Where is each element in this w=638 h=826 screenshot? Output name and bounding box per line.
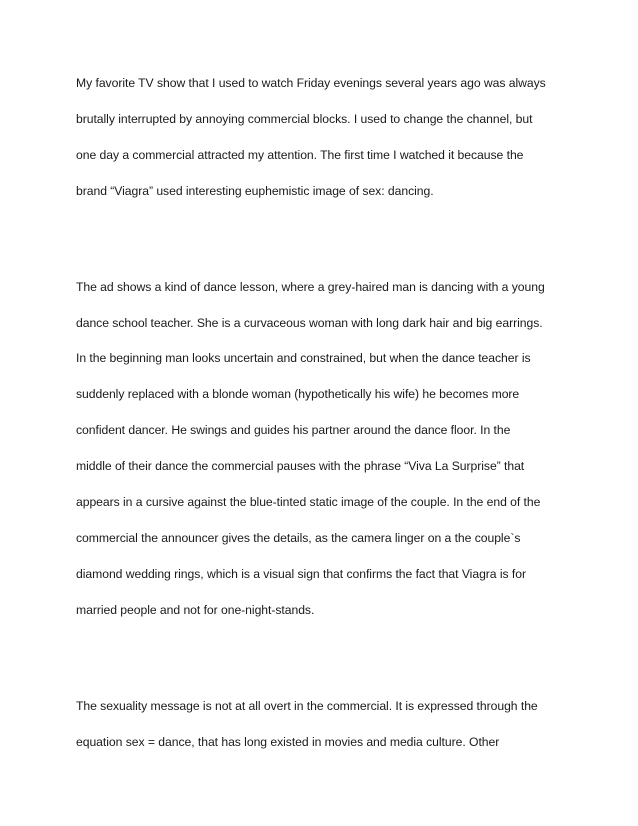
paragraph-2-line-3: In the beginning man looks uncertain and constrained, but when the dance teacher is [76,351,531,365]
paragraph-1-line-2: brutally interrupted by annoying commercial blocks. I used to change the channel, but [76,112,533,126]
paragraph-2-line-4: suddenly replaced with a blonde woman (hypothetically his wife) he becomes more [76,387,520,401]
paragraph-2-line-8: commercial the announcer gives the details, as the camera linger on a the couple`s [76,531,521,545]
paragraph-2-line-5: confident dancer. He swings and guides his partner around the dance floor. In the [76,423,511,437]
paragraph-2-line-7: appears in a cursive against the blue-tinted static image of the couple. In the end of the [76,495,541,509]
paragraph-2-line-9: diamond wedding rings, which is a visual sign that confirms the fact that Viagra is for [76,567,526,581]
paragraph-2-line-10: married people and not for one-night-stands. [76,603,315,617]
paragraph-2-line-6: middle of their dance the commercial pauses with the phrase “Viva La Surprise” that [76,459,525,473]
paragraph-3-line-1: The sexuality message is not at all overt in the commercial. It is expressed through the [76,699,538,713]
paragraph-1-line-1: My favorite TV show that I used to watch Friday evenings several years ago was always [76,76,546,90]
paragraph-2-line-1: The ad shows a kind of dance lesson, where a grey-haired man is dancing with a young [76,280,545,294]
paragraph-3-line-2: equation sex = dance, that has long existed in movies and media culture. Other [76,735,500,749]
paragraph-2-line-2: dance school teacher. She is a curvaceous woman with long dark hair and big earrings. [76,316,543,330]
paragraph-1-line-4: brand “Viagra” used interesting euphemistic image of sex: dancing. [76,184,434,198]
paragraph-1-line-3: one day a commercial attracted my attention. The first time I watched it because the [76,148,524,162]
